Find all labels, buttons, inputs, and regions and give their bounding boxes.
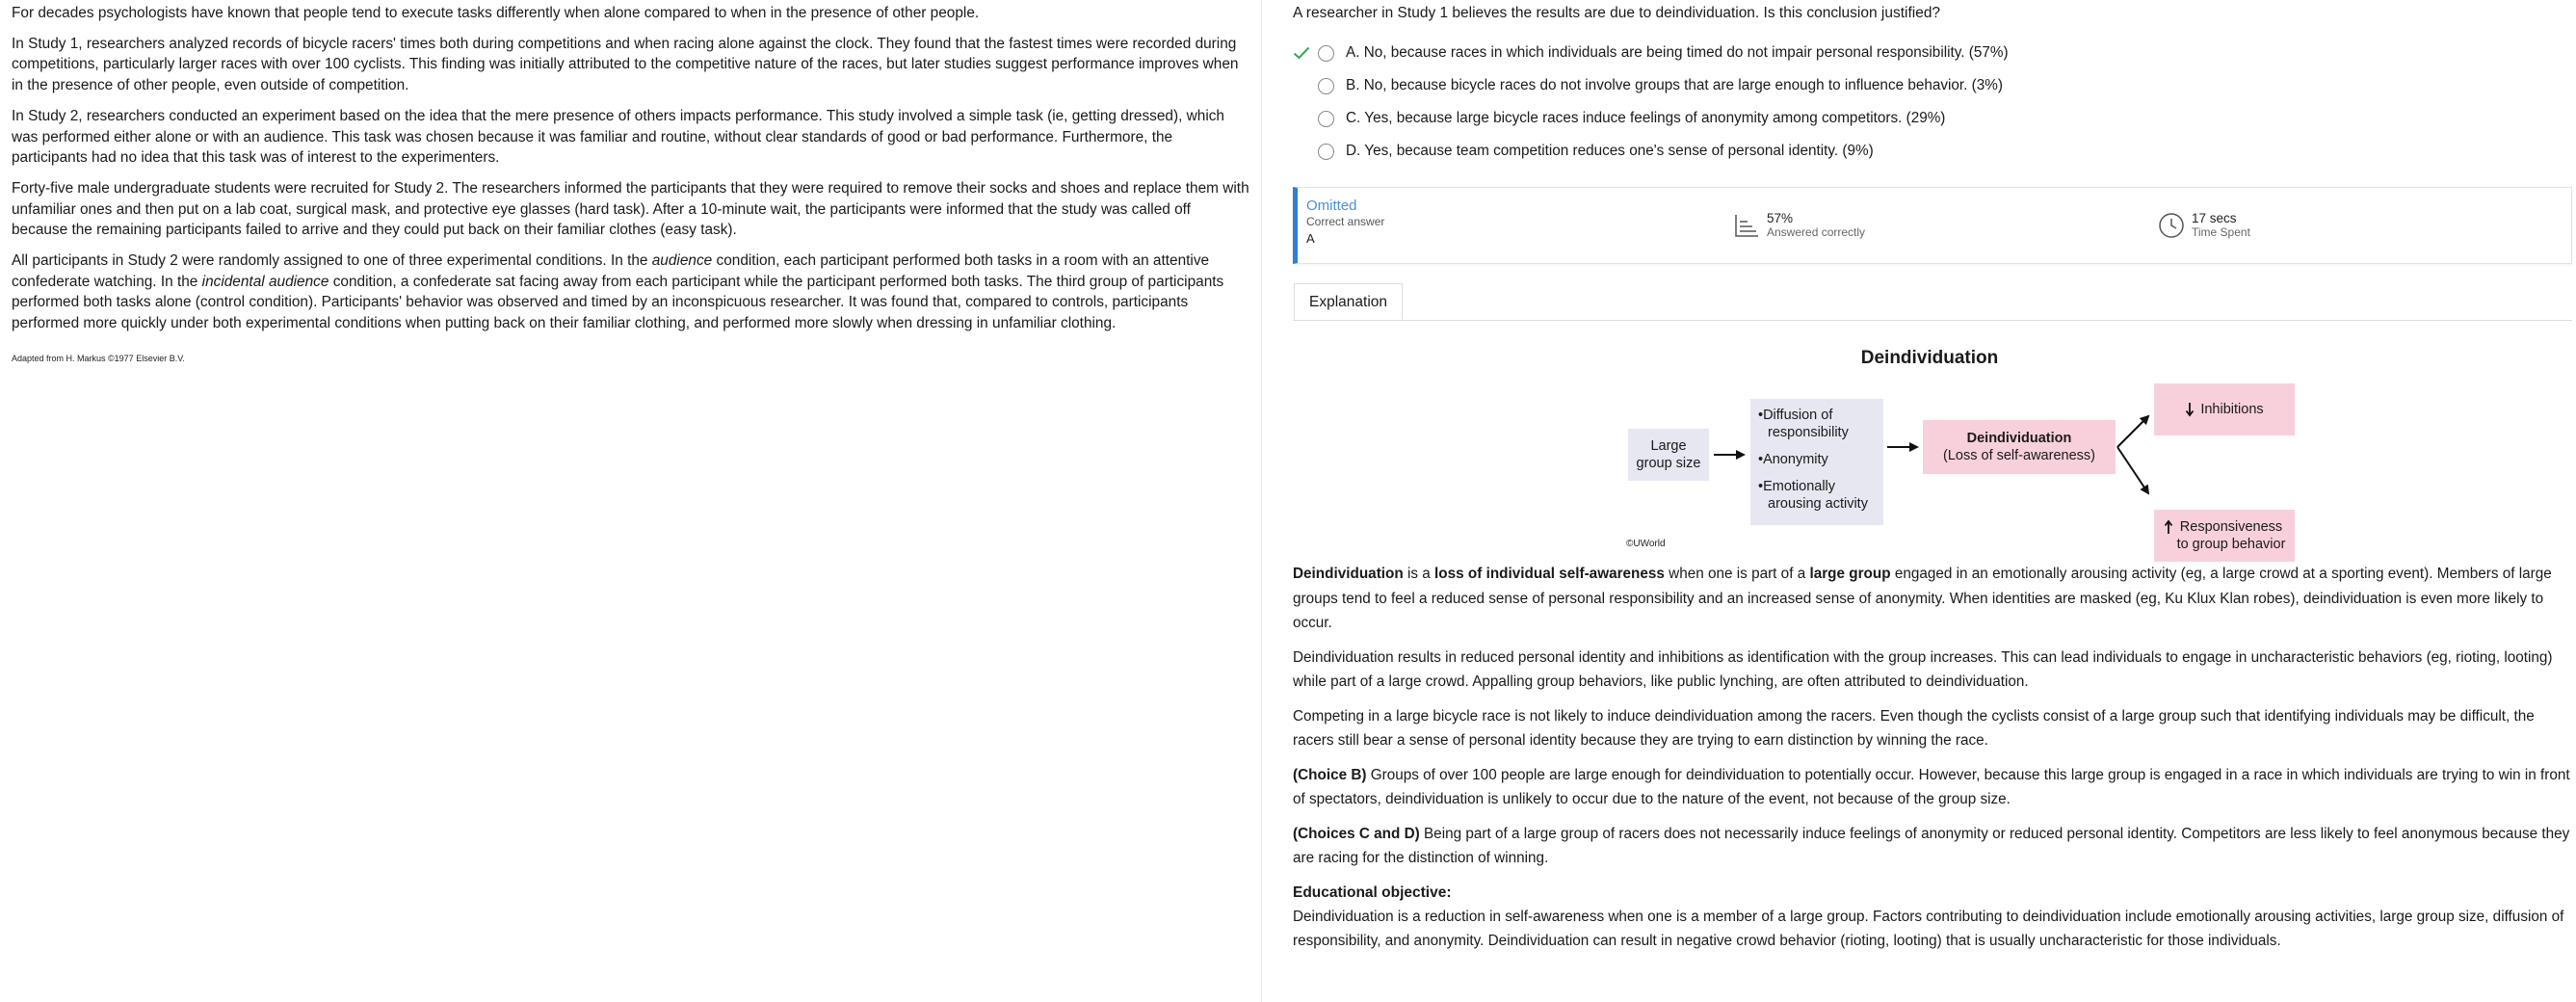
- answer-label-d: D. Yes, because team competition reduces one's sense of personal identity. (9%): [1346, 143, 1874, 159]
- radio-d[interactable]: [1318, 144, 1334, 160]
- answer-label-c: C. Yes, because large bicycle races induce feelings of anonymity among competitors. (29%): [1346, 110, 1946, 126]
- deindividuation-label: Deindividuation: [1966, 431, 2072, 446]
- question-pane: [1263, 0, 2576, 1002]
- passage-paragraph-4: Forty-five male undergraduate students were recruited for Study 2. The researchers informed the participants that they were required to remove their socks and shoes and replace them with unfamiliar ones and then put on a lab coat, surgical mask, and protective eye glasses (hard task). After a 10-minute wait, the participants were informed that the study was called off because the remaining participants failed to arrive and they could put back on their familiar clothes (easy task).: [12, 179, 1249, 239]
- factor-anonymity: •Anonymity: [1758, 452, 1828, 467]
- source-citation: Adapted from H. Markus ©1977 Elsevier B.V.: [12, 353, 185, 363]
- figure-copyright: ©UWorld: [1626, 539, 1666, 549]
- educational-objective-heading: Educational objective:: [1293, 883, 1452, 901]
- clock-icon: [2158, 212, 2185, 239]
- correct-check-icon: [1293, 46, 1318, 60]
- answer-label-a: A. No, because races in which individuals are being timed do not impair personal responsibility. (57%): [1346, 44, 2009, 61]
- inhibitions-label: Inhibitions: [2200, 402, 2264, 417]
- explanation-paragraph-2: Deindividuation results in reduced personal identity and inhibitions as identification with the group increases. This can lead individuals to engage in uncharacteristic behaviors (eg, rioting, looting) while part of a large crowd. Appalling group behaviors, like public lynching, are often attributed to deindividuation.: [1293, 648, 2553, 690]
- tab-bar: [1293, 283, 2572, 321]
- p5-text-a: All participants in Study 2 were randomly assigned to one of three experimental conditions. In the: [12, 252, 652, 270]
- radio-b[interactable]: [1318, 78, 1334, 94]
- diagram-arrows: [1293, 369, 2353, 562]
- term-loss-self-awareness: loss of individual self-awareness: [1434, 566, 1665, 582]
- arrow-to-responsiveness: [2117, 447, 2148, 493]
- status-label: Omitted: [1306, 198, 1357, 214]
- omitted-status: [1306, 198, 1384, 246]
- p5-text-e: condition, a confederate sat facing away from each participant while the participant performed both tasks. The third group of participants performed both tasks alone (control condition). Participants' behavior was observed and timed by an inconspicuous researcher. It was found that, compared to controls, participants performed more quickly under both experimental conditions when putting back on their familiar clothing, and performed more slowly when dressing in unfamiliar clothing.: [12, 273, 1224, 332]
- factor-arousal: •Emotionally arousing activity: [1758, 479, 1868, 512]
- correct-answer-label: Correct answer: [1306, 215, 1385, 228]
- arrow-to-inhibitions: [2117, 416, 2148, 447]
- explanation-paragraph-3: Competing in a large bicycle race is not likely to induce deindividuation among the racers. Even though the cyclists consist of a large group such that identifying individuals may be difficult, the racers still bear a sense of personal identity because they are trying to earn distinction by winning the race.: [1293, 707, 2535, 749]
- factor-diffusion: •Diffusion of responsibility: [1758, 408, 1849, 440]
- deindividuation-diagram: [1293, 369, 2576, 562]
- explanation-choices-c-d: (Choices C and D) Being part of a large group of racers does not necessarily induce feelings of anonymity or reduced personal identity. Competitors are less likely to feel anonymous because they are racing for the distinction of winning.: [1293, 825, 2570, 866]
- time-spent-value: 17 secs: [2192, 211, 2237, 225]
- answer-choice-a[interactable]: [1293, 37, 2576, 69]
- large-group-box: Large group size: [1628, 429, 1709, 481]
- question-stem: A researcher in Study 1 believes the results are due to deindividuation. Is this conclusion justified?: [1293, 5, 1941, 21]
- answer-choice-d[interactable]: [1293, 135, 2576, 168]
- answer-choices: [1293, 37, 2576, 168]
- passage-paragraph-3: In Study 2, researchers conducted an experiment based on the idea that the mere presence of others impacts performance. This study involved a simple task (ie, getting dressed), which was performed either alone or with an audience. This task was chosen because it was familiar and routine, without clear standards of good or bad performance. Furthermore, the participants had no idea that this task was of interest to the experimenters.: [12, 107, 1224, 167]
- tab-explanation[interactable]: Explanation: [1294, 283, 1403, 320]
- bar-chart-icon: [1733, 212, 1760, 239]
- passage-paragraph-1: For decades psychologists have known that people tend to execute tasks differently when alone compared to when in the presence of other people.: [12, 5, 980, 21]
- percent-correct-stat: [1733, 211, 1865, 239]
- answer-choice-c[interactable]: [1293, 102, 2576, 135]
- p5-text-c: condition, each participant performed both tasks in a room with an attentive confederate watching. In the: [12, 252, 1210, 290]
- explanation-text: [1293, 562, 2576, 954]
- passage: [12, 3, 1249, 363]
- deindividuation-sub: (Loss of self-awareness): [1943, 448, 2095, 463]
- time-spent-label: Time Spent: [2192, 225, 2250, 239]
- passage-paragraph-5: [12, 250, 1249, 334]
- passage-paragraph-2: In Study 1, researchers analyzed records of bicycle racers' times both during competitions and when racing alone against the clock. They found that the fastest times were recorded during competitions, particularly larger races with over 100 cyclists. This finding was initially attributed to the competitive nature of the races, but later studies suggest performance improves when in the presence of other people, even outside of competition.: [12, 35, 1239, 94]
- answer-label-b: B. No, because bicycle races do not involve groups that are large enough to influence behavior. (3%): [1346, 77, 2003, 93]
- correct-answer-value: A: [1306, 231, 1315, 246]
- answer-choice-b[interactable]: [1293, 69, 2576, 102]
- term-deindividuation: Deindividuation: [1293, 566, 1404, 582]
- radio-a[interactable]: [1318, 45, 1334, 62]
- answer-stats-bar: [1293, 187, 2572, 264]
- percent-correct-value: 57%: [1767, 211, 1794, 225]
- passage-pane: [0, 0, 1262, 1002]
- p5-term-incidental-audience: incidental audience: [201, 273, 329, 290]
- explanation-paragraph-1: Deindividuation is a loss of individual self-awareness when one is part of a large group engaged in an emotionally arousing activity (eg, a large crowd at a sporting event). Members of large groups tend to feel a reduced sense of personal responsibility and an increased sense of anonymity. When identities are masked (eg, Ku Klux Klan robes), deindividuation is even more likely to occur.: [1293, 566, 2552, 631]
- responsiveness-label: Responsiveness to group behavior: [2176, 519, 2286, 552]
- p5-term-audience: audience: [651, 252, 713, 270]
- percent-correct-label: Answered correctly: [1767, 225, 1866, 239]
- explanation-choice-b: (Choice B) Groups of over 100 people are large enough for deindividuation to potentially occur. However, because this large group is engaged in a race in which individuals are trying to win in front of spectators, deindividuation is unlikely to occur due to the nature of the event, not because of the group size.: [1293, 766, 2570, 807]
- radio-c[interactable]: [1318, 111, 1334, 127]
- time-spent-stat: [2158, 211, 2250, 239]
- figure-title: Deindividuation: [1860, 348, 1999, 368]
- term-large-group: large group: [1809, 566, 1891, 582]
- educational-objective-text: Deindividuation is a reduction in self-awareness when one is a member of a large group. Factors contributing to deindividuation include emotionally arousing activities, large group size, diffusion of responsibility, and anonymity. Deindividuation can result in negative crowd behavior (rioting, looting) that is usually uncharacteristic for those individuals.: [1293, 908, 2564, 949]
